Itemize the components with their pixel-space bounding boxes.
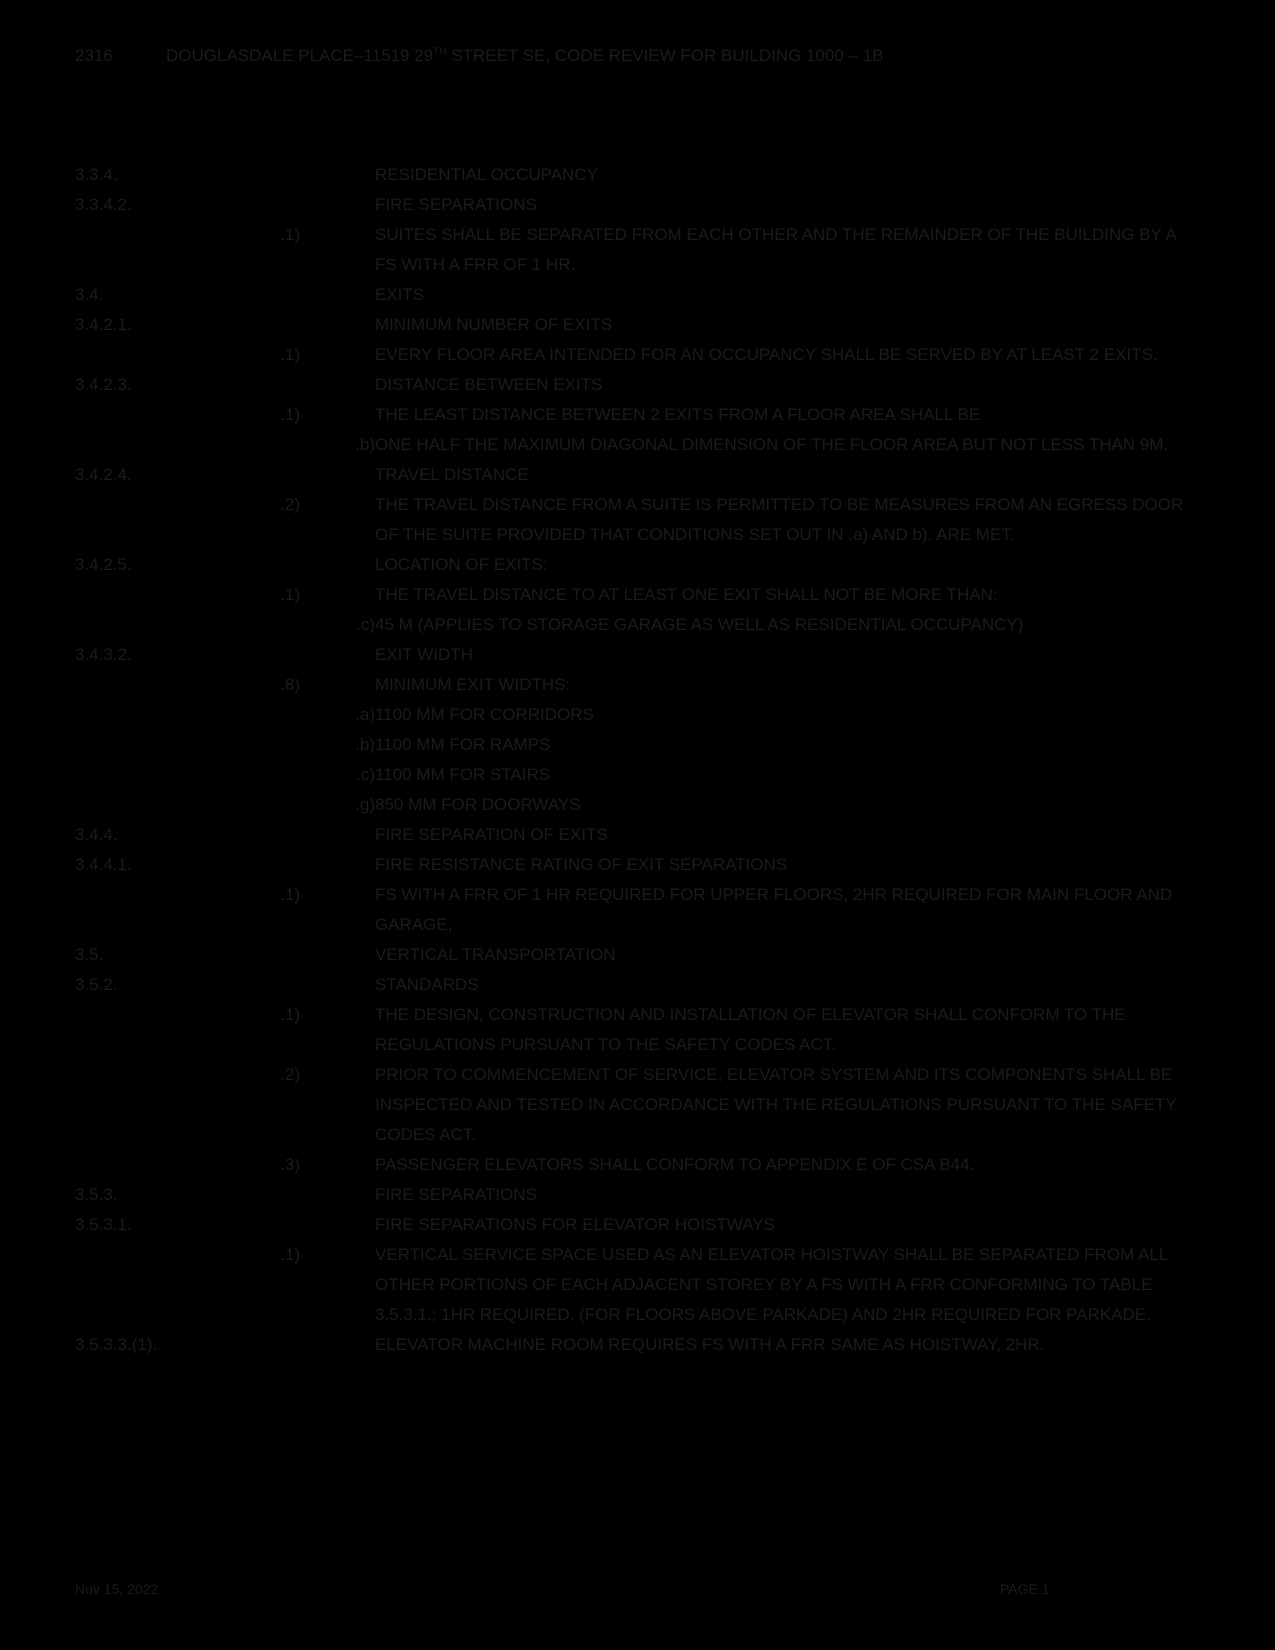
clause-heading: MINIMUM NUMBER OF EXITS bbox=[375, 315, 613, 334]
clause-row bbox=[75, 670, 1195, 700]
clause-number: 3.4.2.3. bbox=[75, 375, 132, 394]
clause-heading: DISTANCE BETWEEN EXITS bbox=[375, 375, 603, 394]
header-title-superscript: TH bbox=[433, 46, 447, 58]
clause-text: THE LEAST DISTANCE BETWEEN 2 EXITS FROM A FLOOR AREA SHALL BE bbox=[375, 405, 981, 424]
clause-item-letter: .c) bbox=[356, 615, 375, 634]
clause-text: ONE HALF THE MAXIMUM DIAGONAL DIMENSION OF THE FLOOR AREA BUT NOT LESS THAN 9M. bbox=[375, 435, 1169, 454]
clause-row bbox=[75, 1060, 1195, 1150]
sentence-number: .2) bbox=[280, 495, 300, 514]
clause-row bbox=[75, 940, 1195, 970]
clause-number: 3.4.2.5. bbox=[75, 555, 132, 574]
clause-heading: ELEVATOR MACHINE ROOM REQUIRES FS WITH A FRR SAME AS HOISTWAY, 2HR. bbox=[375, 1335, 1045, 1354]
clause-heading: FIRE SEPARATIONS bbox=[375, 195, 537, 214]
clause-row bbox=[75, 430, 1195, 460]
clause-item-letter: .b) bbox=[355, 435, 375, 454]
clause-heading: FIRE RESISTANCE RATING OF EXIT SEPARATIONS bbox=[375, 855, 788, 874]
clause-heading: FIRE SEPARATION OF EXITS bbox=[375, 825, 608, 844]
footer-date: Nov 15, 2022 bbox=[75, 1581, 159, 1597]
clause-number: 3.4.2.4. bbox=[75, 465, 132, 484]
clause-number: 3.3.4. bbox=[75, 165, 118, 184]
sentence-number: .8) bbox=[280, 675, 300, 694]
sentence-number: .1) bbox=[280, 585, 300, 604]
clause-text: PRIOR TO COMMENCEMENT OF SERVICE, ELEVATOR SYSTEM AND ITS COMPONENTS SHALL BE INSPECTED AND TESTED IN ACCORDANCE WITH THE REGULATIONS PURSUANT TO THE SAFETY CODES ACT. bbox=[375, 1065, 1177, 1144]
clause-row bbox=[75, 1240, 1195, 1330]
project-number: 2316 bbox=[75, 46, 113, 65]
clause-item-letter: .g) bbox=[355, 795, 375, 814]
clause-row bbox=[75, 880, 1195, 940]
clause-row bbox=[75, 460, 1195, 490]
clause-row bbox=[75, 220, 1195, 280]
clause-number: 3.4.2.1. bbox=[75, 315, 132, 334]
clause-text: 1100 MM FOR STAIRS bbox=[375, 765, 551, 784]
clause-row bbox=[75, 1210, 1195, 1240]
clause-text: EVERY FLOOR AREA INTENDED FOR AN OCCUPANCY SHALL BE SERVED BY AT LEAST 2 EXITS. bbox=[375, 345, 1158, 364]
clause-row bbox=[75, 370, 1195, 400]
clause-row bbox=[75, 610, 1195, 640]
clause-number: 3.5.2. bbox=[75, 975, 118, 994]
clause-row bbox=[75, 820, 1195, 850]
sentence-number: .1) bbox=[280, 1005, 300, 1024]
clause-row bbox=[75, 760, 1195, 790]
clause-row bbox=[75, 550, 1195, 580]
clause-row bbox=[75, 1330, 1195, 1360]
clause-row bbox=[75, 790, 1195, 820]
clause-heading: LOCATION OF EXITS: bbox=[375, 555, 548, 574]
sentence-number: .3) bbox=[280, 1155, 300, 1174]
clause-number: 3.3.4.2. bbox=[75, 195, 132, 214]
footer-page-number: PAGE 1 bbox=[1000, 1581, 1050, 1597]
clause-number: 3.5.3.1. bbox=[75, 1215, 132, 1234]
clause-row bbox=[75, 730, 1195, 760]
clause-text: THE TRAVEL DISTANCE FROM A SUITE IS PERMITTED TO BE MEASURES FROM AN EGRESS DOOR OF THE SUITE PROVIDED THAT CONDITIONS SET OUT IN .a) AND b). ARE MET. bbox=[375, 495, 1184, 544]
clause-row bbox=[75, 400, 1195, 430]
sentence-number: .1) bbox=[280, 405, 300, 424]
clause-heading: EXITS bbox=[375, 285, 425, 304]
clause-heading: FIRE SEPARATIONS bbox=[375, 1185, 537, 1204]
sentence-number: .1) bbox=[280, 1245, 300, 1264]
code-review-body bbox=[75, 160, 1195, 1360]
clause-text: THE DESIGN, CONSTRUCTION AND INSTALLATION OF ELEVATOR SHALL CONFORM TO THE REGULATIONS PURSUANT TO THE SAFETY CODES ACT. bbox=[375, 1005, 1126, 1054]
clause-row bbox=[75, 1000, 1195, 1060]
sentence-number: .2) bbox=[280, 1065, 300, 1084]
clause-heading: EXIT WIDTH bbox=[375, 645, 473, 664]
clause-number: 3.5.3. bbox=[75, 1185, 118, 1204]
clause-row bbox=[75, 1150, 1195, 1180]
clause-row bbox=[75, 280, 1195, 310]
clause-row bbox=[75, 190, 1195, 220]
clause-text: 1100 MM FOR CORRIDORS bbox=[375, 705, 594, 724]
clause-text: PASSENGER ELEVATORS SHALL CONFORM TO APPENDIX E OF CSA B44. bbox=[375, 1155, 975, 1174]
clause-text: THE TRAVEL DISTANCE TO AT LEAST ONE EXIT SHALL NOT BE MORE THAN: bbox=[375, 585, 998, 604]
page-header bbox=[75, 46, 884, 66]
clause-number: 3.4. bbox=[75, 285, 104, 304]
clause-text: SUITES SHALL BE SEPARATED FROM EACH OTHER AND THE REMAINDER OF THE BUILDING BY A FS WITH A FRR OF 1 HR. bbox=[375, 225, 1176, 274]
clause-text: FS WITH A FRR OF 1 HR REQUIRED FOR UPPER FLOORS, 2HR REQUIRED FOR MAIN FLOOR AND GARAGE, bbox=[375, 885, 1173, 934]
clause-heading: TRAVEL DISTANCE bbox=[375, 465, 529, 484]
header-title-main: DOUGLASDALE PLACE–11519 29 bbox=[166, 46, 434, 65]
clause-row bbox=[75, 1180, 1195, 1210]
clause-row bbox=[75, 490, 1195, 550]
clause-row bbox=[75, 580, 1195, 610]
clause-number: 3.5. bbox=[75, 945, 104, 964]
clause-number: 3.4.4. bbox=[75, 825, 118, 844]
clause-text: 1100 MM FOR RAMPS bbox=[375, 735, 551, 754]
clause-heading: VERTICAL TRANSPORTATION bbox=[375, 945, 616, 964]
sentence-number: .1) bbox=[280, 885, 300, 904]
header-title-rest: STREET SE, CODE REVIEW FOR BUILDING 1000 – 1B bbox=[446, 46, 884, 65]
clause-row bbox=[75, 310, 1195, 340]
clause-text: MINIMUM EXIT WIDTHS: bbox=[375, 675, 571, 694]
sentence-number: .1) bbox=[280, 225, 300, 244]
clause-row bbox=[75, 640, 1195, 670]
clause-text: 850 MM FOR DOORWAYS bbox=[375, 795, 581, 814]
clause-row bbox=[75, 160, 1195, 190]
clause-item-letter: .b) bbox=[355, 735, 375, 754]
clause-row bbox=[75, 340, 1195, 370]
clause-number: 3.5.3.3.(1). bbox=[75, 1335, 158, 1354]
clause-row bbox=[75, 850, 1195, 880]
sentence-number: .1) bbox=[280, 345, 300, 364]
clause-heading: FIRE SEPARATIONS FOR ELEVATOR HOISTWAYS bbox=[375, 1215, 775, 1234]
clause-number: 3.4.4.1. bbox=[75, 855, 132, 874]
clause-item-letter: .a) bbox=[355, 705, 375, 724]
clause-heading: RESIDENTIAL OCCUPANCY bbox=[375, 165, 598, 184]
clause-heading: STANDARDS bbox=[375, 975, 479, 994]
header-title bbox=[166, 46, 884, 66]
clause-text: 45 M (APPLIES TO STORAGE GARAGE AS WELL AS RESIDENTIAL OCCUPANCY) bbox=[375, 615, 1024, 634]
clause-number: 3.4.3.2. bbox=[75, 645, 132, 664]
clause-item-letter: .c) bbox=[356, 765, 375, 784]
clause-row bbox=[75, 970, 1195, 1000]
clause-text: VERTICAL SERVICE SPACE USED AS AN ELEVATOR HOISTWAY SHALL BE SEPARATED FROM ALL OTHER PORTIONS OF EACH ADJACENT STOREY BY A FS WITH A FRR CONFORMING TO TABLE 3.5.3.1.; 1HR REQUIRED. (FOR FLOORS ABOVE PARKADE) AND 2HR REQUIRED FOR PARKADE. bbox=[375, 1245, 1168, 1324]
clause-row bbox=[75, 700, 1195, 730]
